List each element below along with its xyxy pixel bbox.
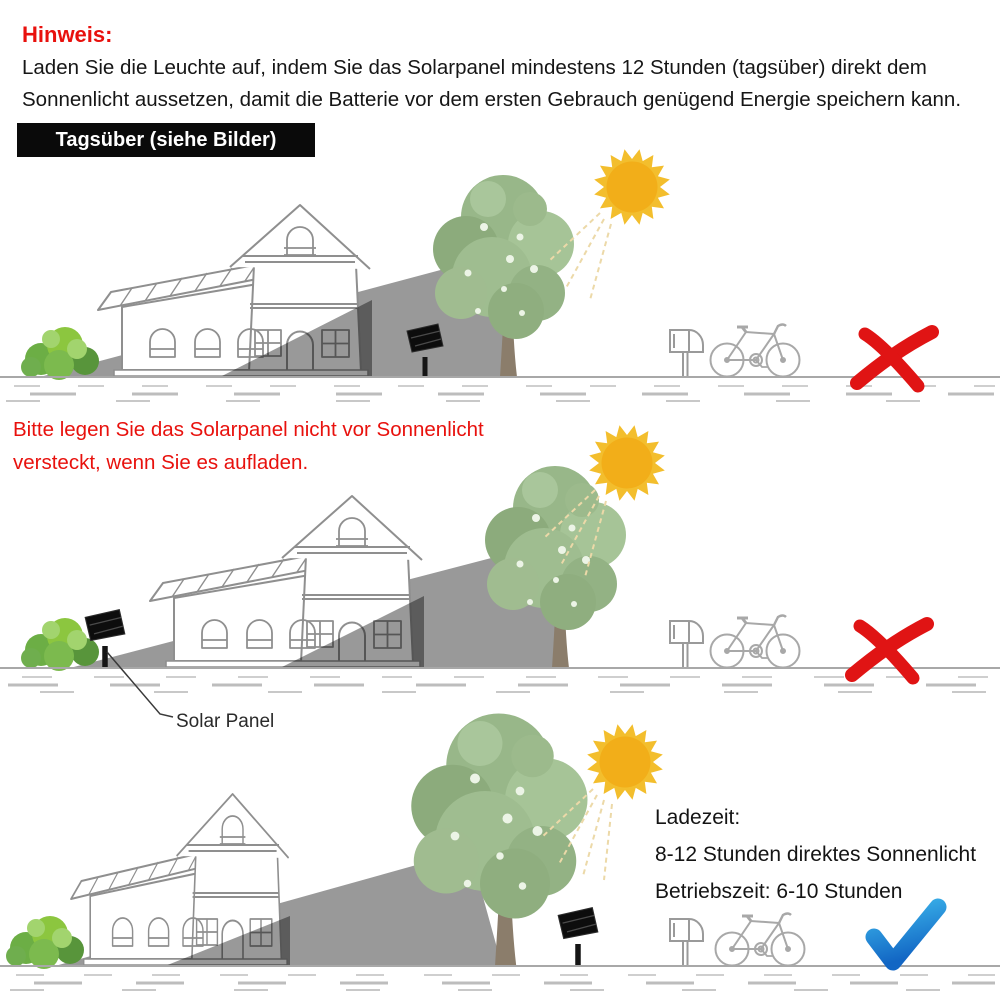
road-markings [6,386,995,401]
charge-time-line: 8-12 Stunden direktes Sonnenlicht [655,843,977,866]
mailbox-icon [670,621,703,668]
sun-icon [587,724,663,800]
notice-line-1: Laden Sie die Leuchte auf, indem Sie das Solarpanel mindestens 12 Stunden (tagsüber) direkt dem [22,56,927,79]
solar-panel-icon [558,908,598,966]
bicycle-icon [716,914,805,966]
bicycle-icon [711,325,800,377]
sun-icon [594,149,670,225]
check-mark-icon [874,907,938,962]
warning-line-1: Bitte legen Sie das Solarpanel nicht vor Sonnenlicht [13,418,484,441]
bicycle-icon [711,616,800,668]
daytime-banner: Tagsüber (siehe Bilder) [17,123,315,157]
scene-1 [0,149,1000,401]
run-time-line: Betriebszeit: 6-10 Stunden [655,880,903,903]
charge-time-title: Ladezeit: [655,806,741,829]
solar-panel-label: Solar Panel [176,711,275,732]
bush-icon [6,916,84,969]
sun-icon [589,425,665,501]
warning-line-2: versteckt, wenn Sie es aufladen. [13,451,309,474]
bush-icon [21,327,99,380]
cross-mark-icon [852,624,927,678]
mailbox-icon [670,330,703,377]
notice-heading: Hinweis: [22,22,113,47]
mailbox-icon [670,919,703,966]
notice-line-2: Sonnenlicht aussetzen, damit die Batterie vor dem ersten Gebrauch genügend Energie speichern kann. [22,88,962,111]
road-markings [10,975,995,990]
